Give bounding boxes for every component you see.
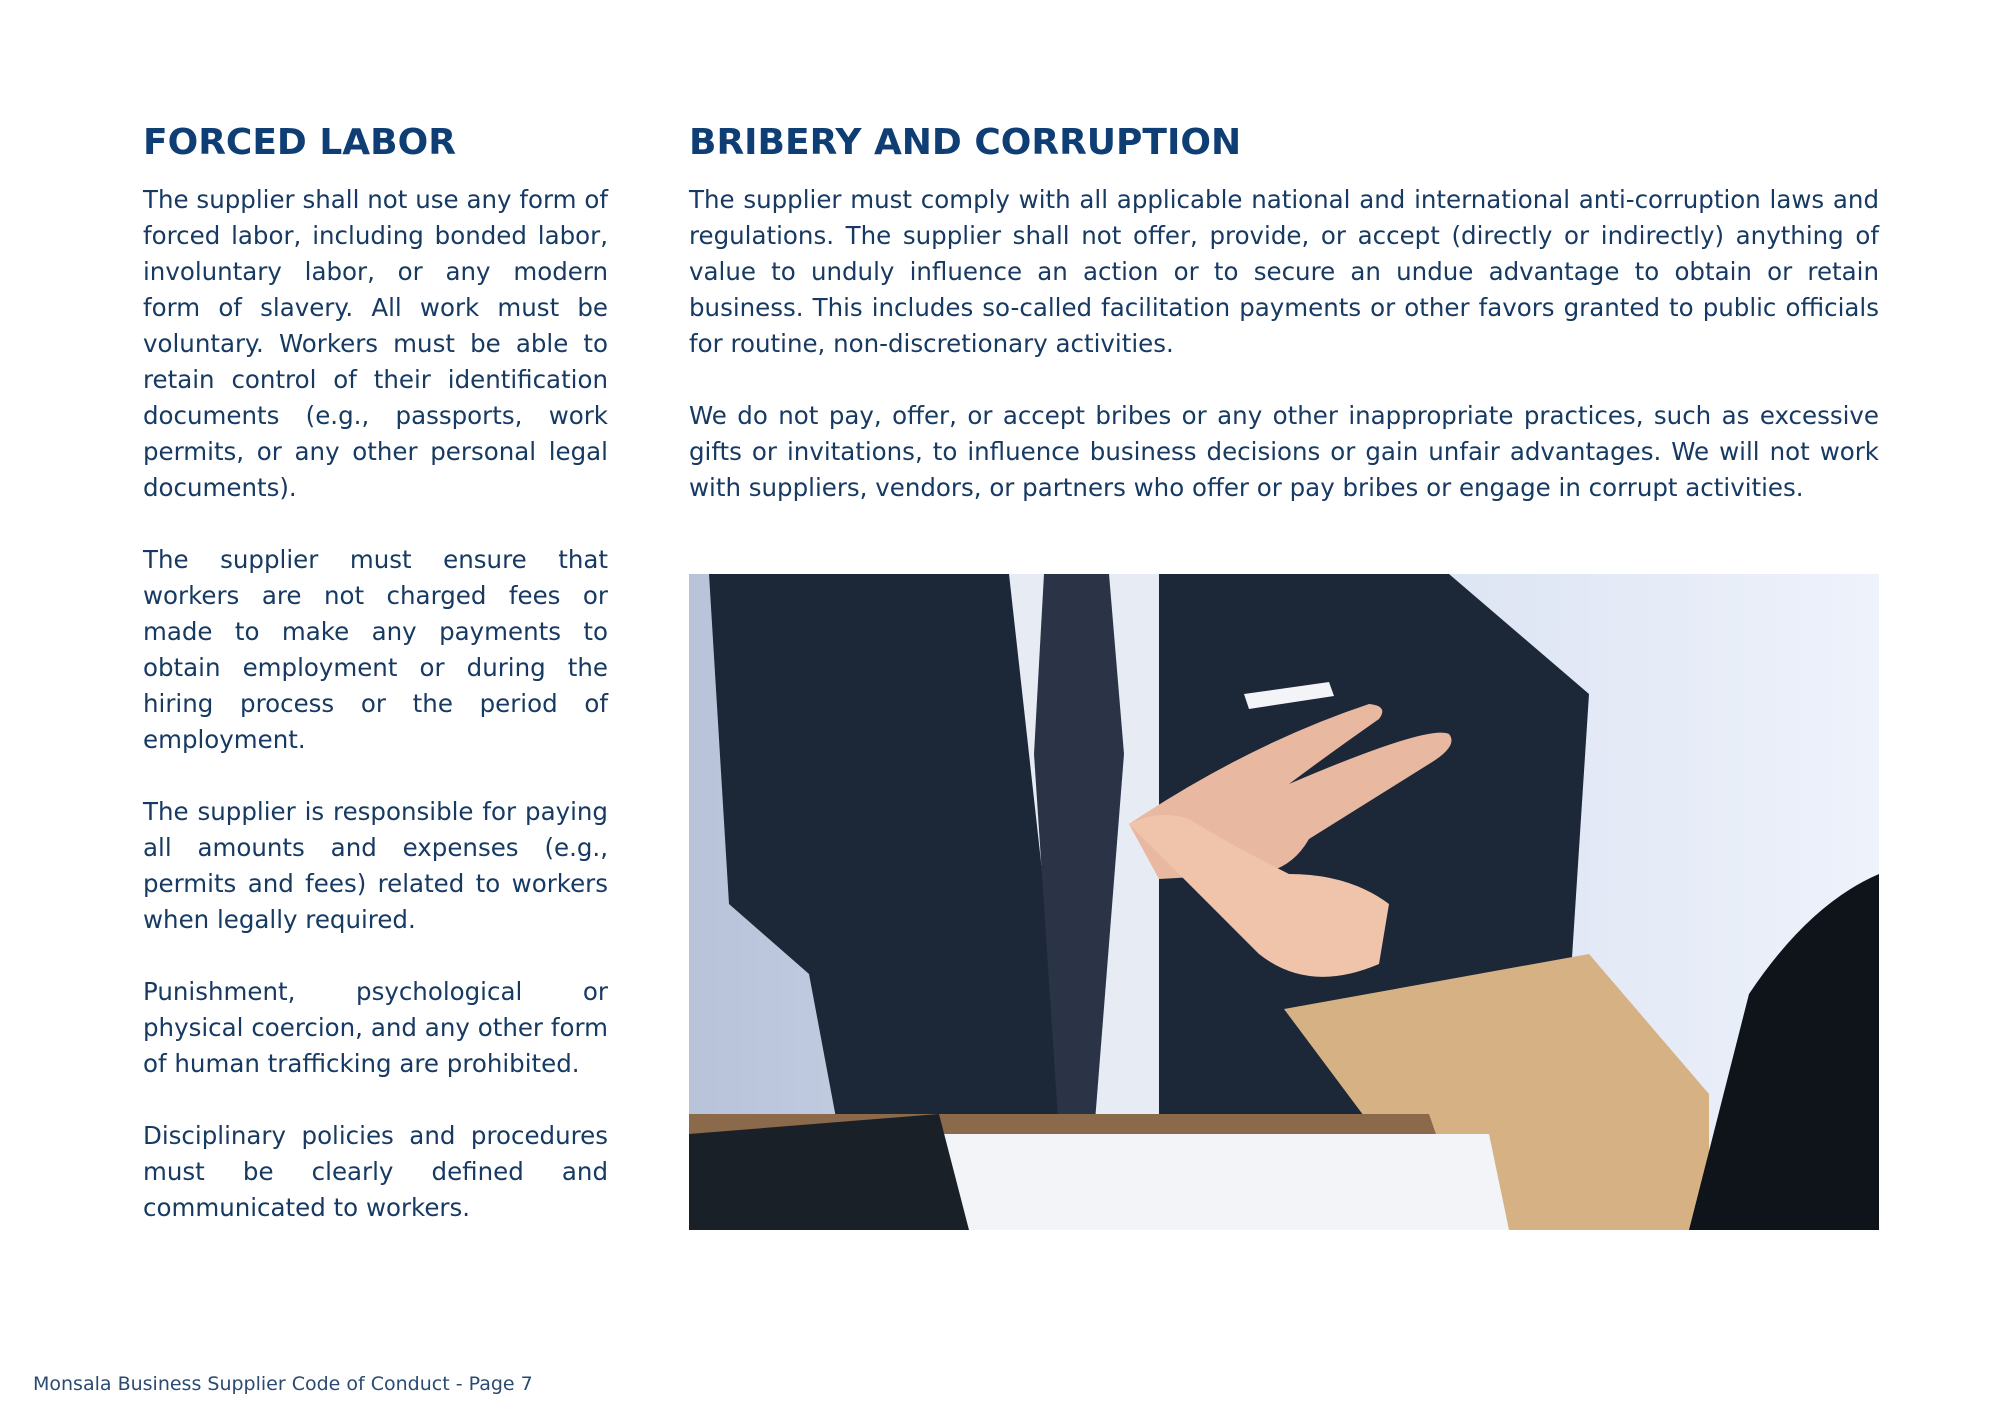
bribery-heading: BRIBERY AND CORRUPTION [689, 122, 1242, 163]
forced-labor-paragraph-1: The supplier shall not use any form of forced labor, including bonded labor, involuntary labor, or any modern form of slavery. All work must be voluntary. Workers must be able to retain control of their identification documents (e.g., passports, work permits, or any other personal legal documents). [143, 185, 608, 502]
forced-labor-paragraph-5: Disciplinary policies and procedures must be clearly defined and communicated to workers. [143, 1121, 608, 1222]
forced-labor-paragraph-2: The supplier must ensure that workers are not charged fees or made to make any payments to obtain employment or during the hiring process or the period of employment. [143, 545, 608, 754]
bribe-refusal-photo [689, 574, 1879, 1230]
forced-labor-paragraph-3: The supplier is responsible for paying all amounts and expenses (e.g., permits and fees) related to workers when legally required. [143, 797, 608, 934]
bribery-paragraph-1: The supplier must comply with all applicable national and international anti-corruption laws and regulations. The supplier shall not offer, provide, or accept (directly or indirectly) anything of value to unduly influence an action or to secure an undue advantage to obtain or retain business. This includes so-called facilitation payments or other favors granted to public officials for routine, non-discretionary activities. [689, 185, 1879, 358]
bribery-paragraph-2: We do not pay, offer, or accept bribes or any other inappropriate practices, such as excessive gifts or invitations, to influence business decisions or gain unfair advantages. We will not work with suppliers, vendors, or partners who offer or pay bribes or engage in corrupt activities. [689, 401, 1879, 502]
forced-labor-paragraph-4: Punishment, psychological or physical coercion, and any other form of human trafficking are prohibited. [143, 977, 608, 1078]
bribery-section [689, 118, 1879, 542]
forced-labor-section [143, 118, 608, 1262]
forced-labor-heading: FORCED LABOR [143, 122, 456, 163]
page-footer: Monsala Business Supplier Code of Conduct - Page 7 [33, 1373, 533, 1395]
